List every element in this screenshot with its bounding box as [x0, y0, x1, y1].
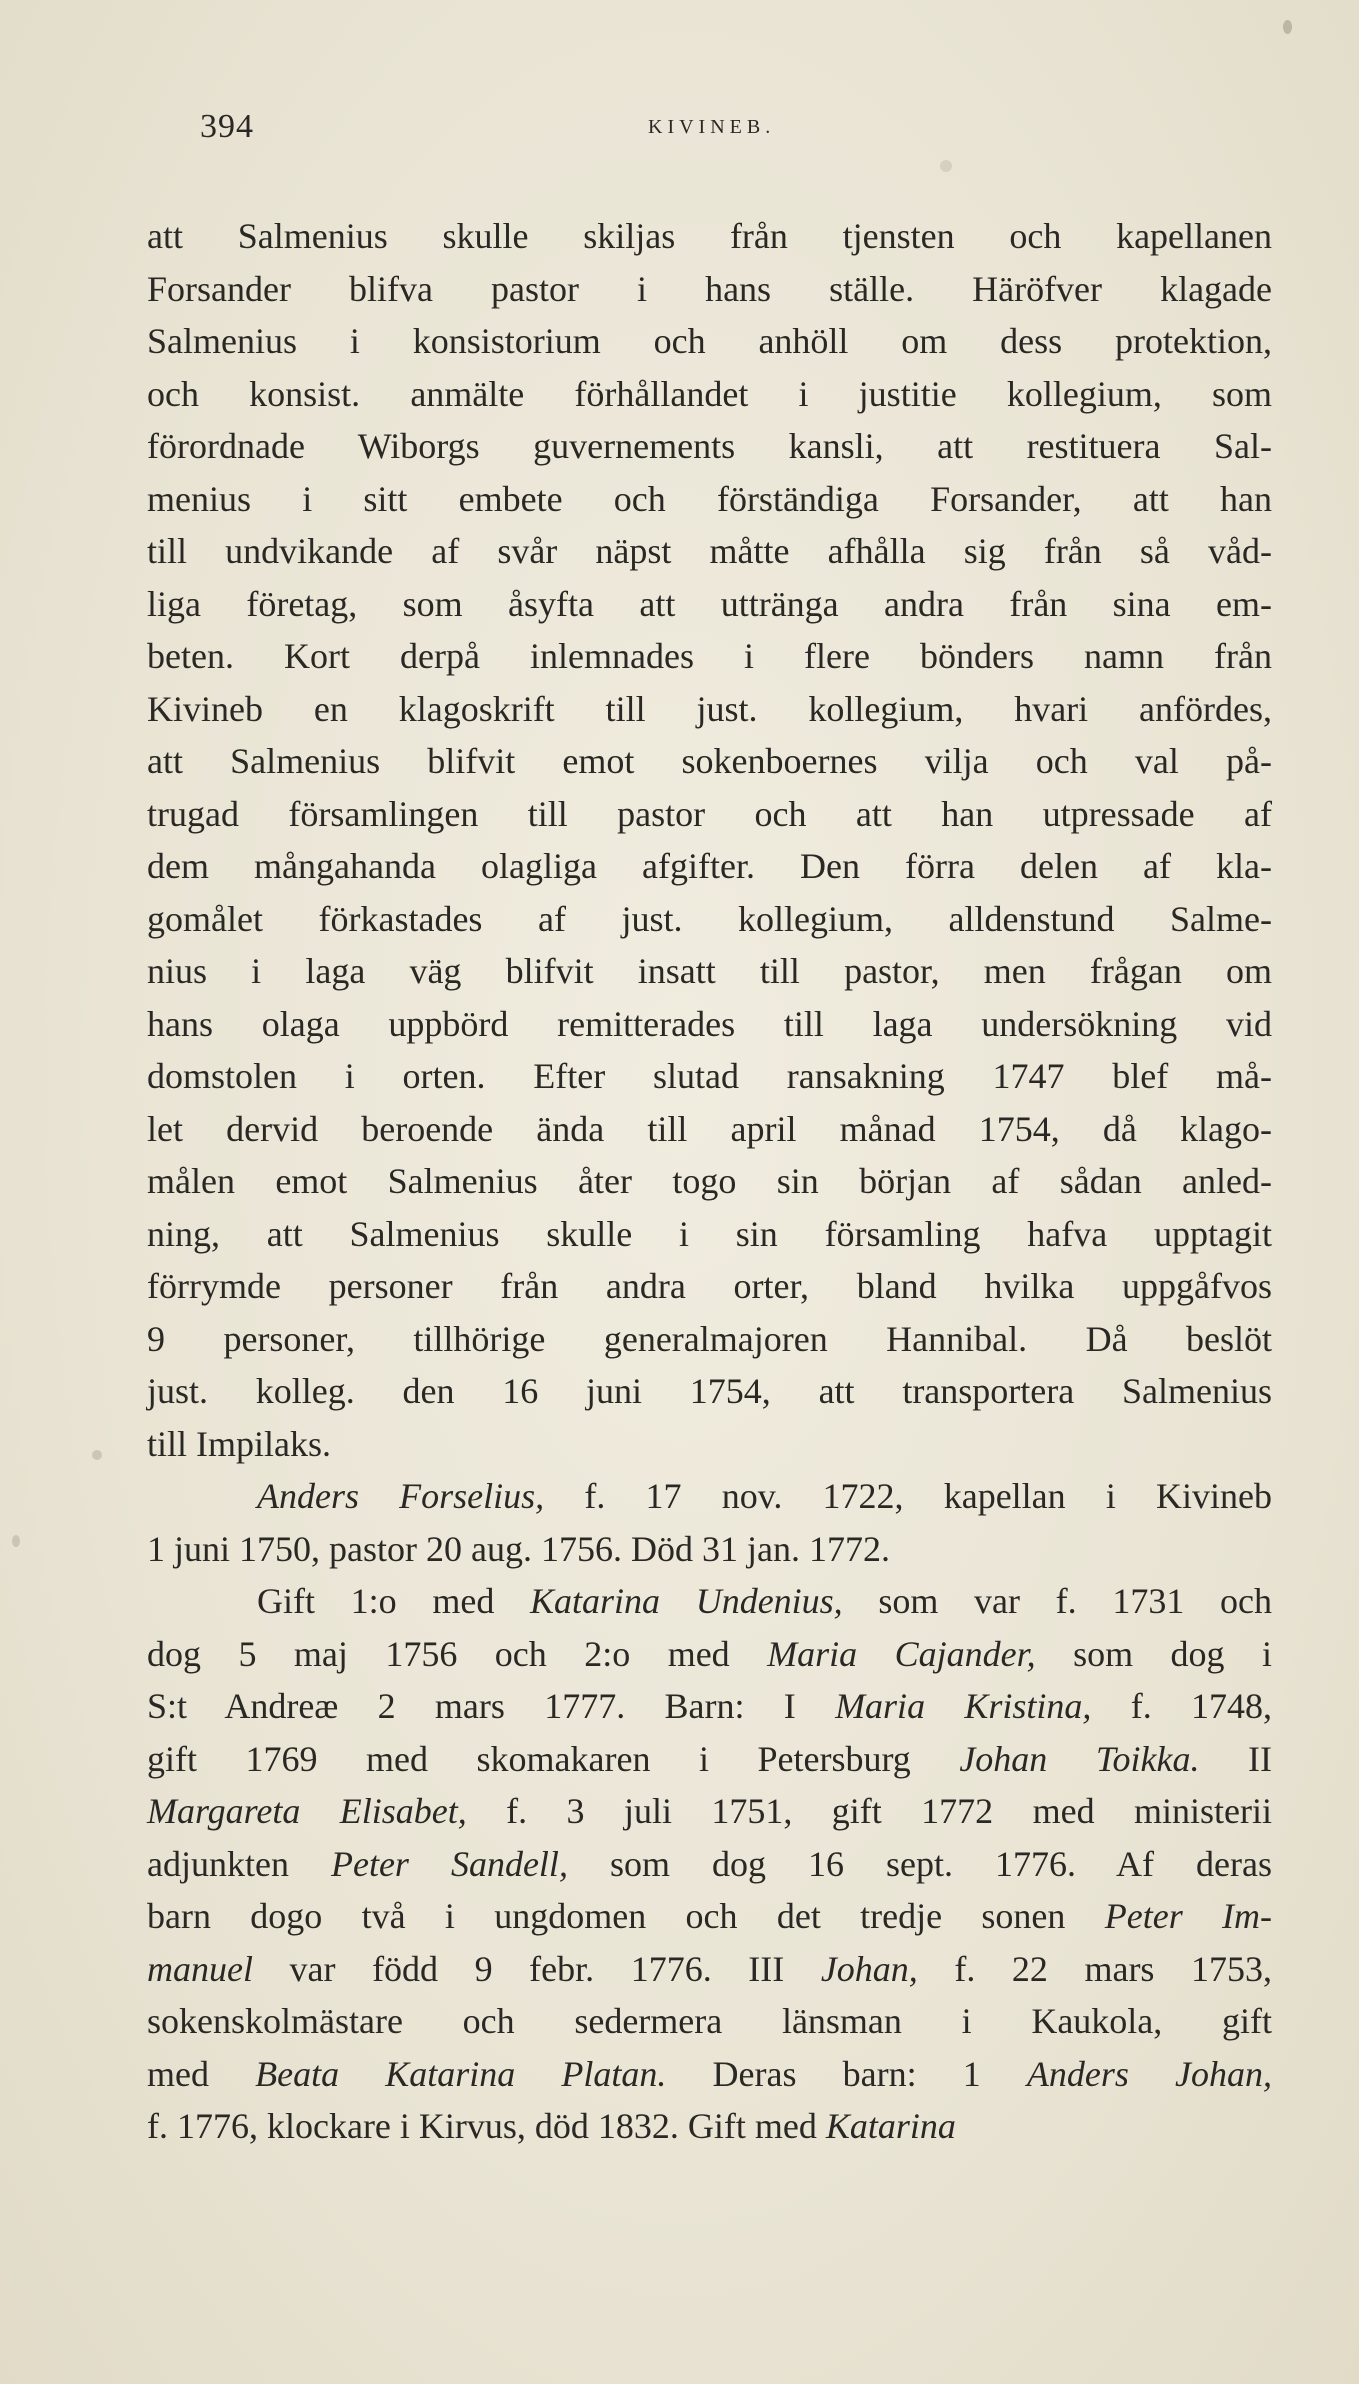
text-line	[147, 788, 1272, 841]
text-run: Gift 1:o med	[257, 1581, 530, 1621]
text-line	[147, 578, 1272, 631]
text-run: gomålet förkastades af just. kollegium, alldenstund Salme-	[147, 898, 1272, 939]
body-text	[147, 210, 1272, 2153]
text-line	[147, 1785, 1272, 1838]
text-run: att Salmenius blifvit emot sokenboernes vilja och val på-	[147, 741, 1272, 781]
text-run: f. 3 juli 1751, gift 1772 med ministerii	[466, 1791, 1272, 1831]
text-run: domstolen i orten. Efter slutad ransakning 1747 blef må-	[147, 1056, 1272, 1096]
text-run: som dog i	[1035, 1633, 1272, 1674]
text-run: förordnade Wiborgs guvernements kansli, att restituera Sal-	[147, 426, 1272, 466]
text-run: hans olaga uppbörd remitterades till laga undersökning vid	[147, 1003, 1272, 1044]
text-line	[147, 315, 1272, 368]
text-line	[147, 525, 1272, 578]
italic-name: Beata Katarina Platan.	[255, 2053, 667, 2094]
text-run: 9 personer, tillhörige generalmajoren Hannibal. Då beslöt	[147, 1318, 1272, 1359]
text-line	[147, 1628, 1272, 1681]
text-line	[147, 263, 1272, 316]
text-line	[147, 1680, 1272, 1733]
text-run: II	[1199, 1738, 1272, 1779]
text-line	[147, 1208, 1272, 1261]
text-run: f. 1748,	[1091, 1686, 1272, 1726]
text-run: som var f. 1731 och	[842, 1581, 1272, 1621]
text-run: 1 juni 1750, pastor 20 aug. 1756. Död 31 jan. 1772.	[147, 1528, 890, 1569]
italic-name: Johan,	[820, 1948, 918, 1989]
text-run: med	[147, 2053, 256, 2094]
text-line	[147, 1313, 1272, 1366]
text-line	[147, 840, 1272, 893]
text-run: Salmenius i konsistorium och anhöll om dess protektion,	[147, 321, 1272, 361]
text-line	[147, 2048, 1272, 2101]
italic-name: Katarina	[825, 2106, 956, 2146]
text-line	[147, 1890, 1272, 1943]
text-line	[147, 735, 1272, 788]
text-run: var född 9 febr. 1776. III	[252, 1948, 821, 1989]
text-run: dog 5 maj 1756 och 2:o med	[147, 1633, 768, 1674]
italic-name: Katarina Undenius,	[530, 1581, 843, 1621]
text-line	[147, 1050, 1272, 1103]
text-line	[147, 1418, 1272, 1471]
text-run: ning, att Salmenius skulle i sin församling hafva upptagit	[147, 1213, 1272, 1254]
text-line	[147, 210, 1272, 263]
text-line	[147, 1733, 1272, 1786]
italic-name: Margareta Elisabet,	[147, 1791, 467, 1831]
text-run: beten. Kort derpå inlemnades i flere bönders namn från	[147, 636, 1272, 676]
italic-name: Anders Forselius,	[257, 1476, 545, 1516]
text-run: målen emot Salmenius åter togo sin början af sådan anled-	[147, 1161, 1272, 1201]
text-run: och konsist. anmälte förhållandet i justitie kollegium, som	[147, 373, 1272, 414]
text-run: let dervid beroende ända till april månad 1754, då klago-	[147, 1108, 1272, 1149]
paper-speck	[1283, 20, 1292, 34]
text-line	[147, 1103, 1272, 1156]
text-run: f. 22 mars 1753,	[917, 1948, 1273, 1989]
text-run: menius i sitt embete och förständiga Forsander, att han	[147, 478, 1272, 519]
text-run: S:t Andreæ 2 mars 1777. Barn: I	[147, 1686, 836, 1726]
text-run: dem mångahanda olagliga afgifter. Den förra delen af kla-	[147, 846, 1272, 886]
text-run: till Impilaks.	[147, 1423, 331, 1464]
text-run: att Salmenius skulle skiljas från tjensten och kapellanen	[147, 216, 1272, 256]
text-run: trugad församlingen till pastor och att han utpressade af	[147, 793, 1272, 834]
text-line	[147, 1575, 1272, 1628]
text-run: förrymde personer från andra orter, bland hvilka uppgåfvos	[147, 1266, 1272, 1306]
paper-speck	[940, 160, 952, 172]
text-line	[147, 368, 1272, 421]
text-line	[147, 1995, 1272, 2048]
text-run: liga företag, som åsyfta att uttränga andra från sina em-	[147, 583, 1272, 624]
text-run: barn dogo två i ungdomen och det tredje sonen	[147, 1896, 1105, 1936]
paper-speck	[92, 1450, 102, 1460]
text-run: Kivineb en klagoskrift till just. kollegium, hvari anfördes,	[147, 688, 1272, 729]
running-head: KIVINEB.	[648, 116, 776, 138]
italic-name: Peter Sandell,	[330, 1843, 568, 1884]
text-line	[147, 1523, 1272, 1576]
text-line	[147, 1365, 1272, 1418]
text-run: som dog 16 sept. 1776. Af deras	[567, 1843, 1272, 1884]
text-line	[147, 1943, 1272, 1996]
text-line	[147, 420, 1272, 473]
text-run: gift 1769 med skomakaren i Petersburg	[147, 1738, 960, 1779]
page-header	[0, 108, 1359, 158]
paper-speck	[12, 1535, 20, 1547]
text-line	[147, 473, 1272, 526]
italic-name: manuel	[147, 1948, 253, 1989]
text-run: f. 1776, klockare i Kirvus, död 1832. Gift med	[147, 2106, 826, 2146]
text-line	[147, 1470, 1272, 1523]
text-run: f. 17 nov. 1722, kapellan i Kivineb	[544, 1476, 1272, 1516]
text-line	[147, 945, 1272, 998]
text-run: Forsander blifva pastor i hans ställe. Häröfver klagade	[147, 268, 1272, 309]
text-run: sokenskolmästare och sedermera länsman i Kaukola, gift	[147, 2001, 1272, 2041]
text-line	[147, 630, 1272, 683]
text-line	[147, 893, 1272, 946]
italic-name: Maria Kristina,	[835, 1686, 1092, 1726]
text-run: till undvikande af svår näpst måtte afhålla sig från så våd-	[147, 531, 1272, 571]
text-line	[147, 998, 1272, 1051]
text-run: Deras barn: 1	[666, 2053, 1027, 2094]
italic-name: Peter Im-	[1104, 1896, 1273, 1936]
text-run: nius i laga väg blifvit insatt till pastor, men frågan om	[147, 951, 1272, 991]
text-line	[147, 1838, 1272, 1891]
italic-name: Maria Cajander,	[767, 1633, 1036, 1674]
text-line	[147, 1260, 1272, 1313]
italic-name: Johan Toikka.	[959, 1738, 1200, 1779]
text-line	[147, 1155, 1272, 1208]
page-number: 394	[200, 108, 254, 145]
text-line	[147, 683, 1272, 736]
text-run: adjunkten	[147, 1843, 331, 1884]
text-run: just. kolleg. den 16 juni 1754, att transportera Salmenius	[147, 1371, 1272, 1411]
italic-name: Anders Johan,	[1026, 2053, 1272, 2094]
text-line	[147, 2100, 1272, 2153]
